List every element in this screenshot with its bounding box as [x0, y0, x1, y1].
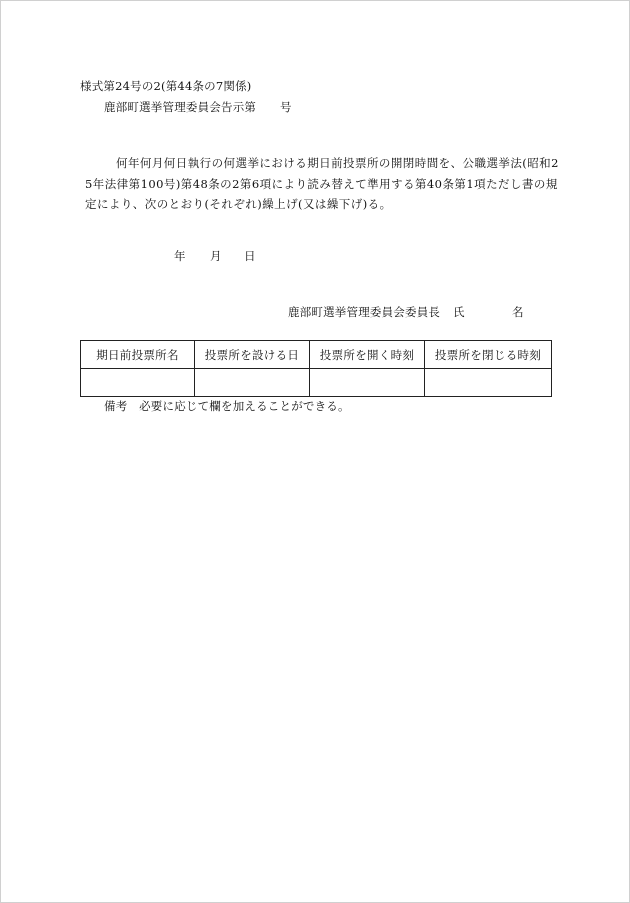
- table-row: [81, 369, 552, 397]
- notice-number-suffix: 号: [280, 100, 292, 114]
- notice-title: 鹿部町選挙管理委員会告示第: [104, 100, 257, 114]
- signatory-surname-label: 氏: [453, 305, 465, 319]
- body-text-line: 5年法律第100号)第48条の2第6項により読み替えて準用する第40条第1項ただし書の規: [85, 177, 558, 191]
- signatory-given-name-label: 名: [512, 305, 524, 319]
- table-cell: [195, 369, 310, 397]
- table-cell: [81, 369, 195, 397]
- table-cell: [425, 369, 552, 397]
- table-header-row: [81, 341, 552, 369]
- date-day-label: 日: [244, 249, 256, 263]
- date-year-label: 年: [174, 249, 186, 263]
- body-text-line: 何年何月何日執行の何選挙における期日前投票所の開閉時間を、公職選挙法(昭和2: [116, 156, 559, 170]
- signatory-title: 鹿部町選挙管理委員会委員長: [288, 305, 441, 319]
- date-month-label: 月: [210, 249, 222, 263]
- column-header-setup-date: 投票所を設ける日: [195, 341, 310, 369]
- column-header-polling-place: 期日前投票所名: [81, 341, 195, 369]
- polling-schedule-table: [80, 340, 552, 397]
- column-header-opening-time: 投票所を開く時刻: [310, 341, 425, 369]
- body-text-line: 定により、次のとおり(それぞれ)繰上げ(又は繰下げ)る。: [85, 197, 392, 211]
- form-number: 様式第24号の2(第44条の7関係): [80, 79, 252, 93]
- column-header-closing-time: 投票所を閉じる時刻: [425, 341, 552, 369]
- remarks-note: 備考 必要に応じて欄を加えることができる。: [104, 399, 350, 413]
- table-cell: [310, 369, 425, 397]
